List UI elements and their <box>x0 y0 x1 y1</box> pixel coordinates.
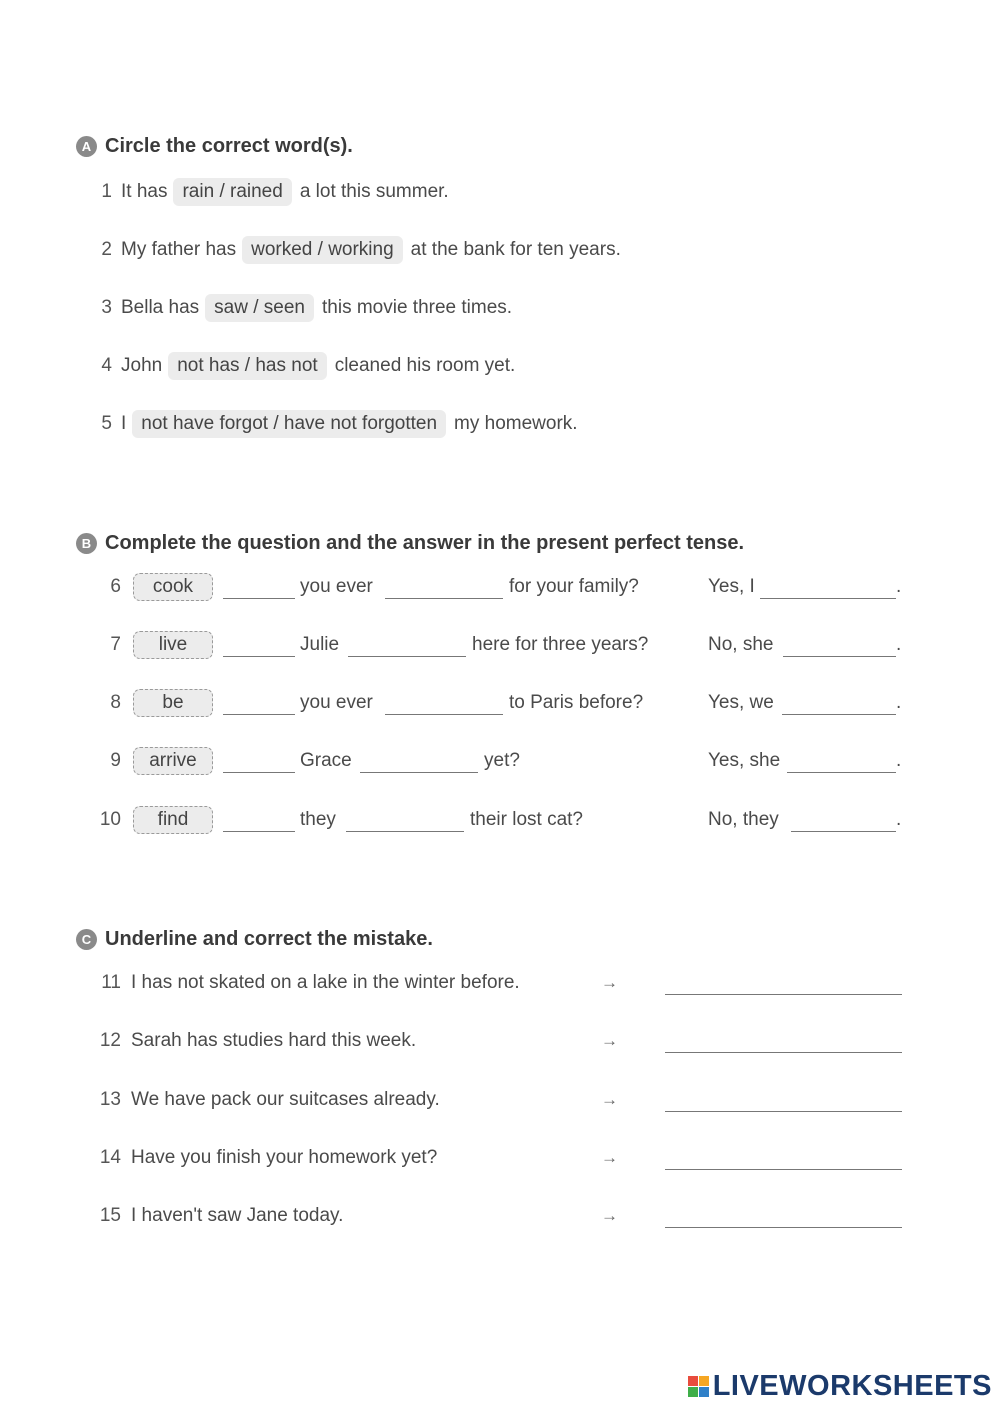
logo-square <box>699 1376 709 1386</box>
sentence-before: It has <box>121 181 168 202</box>
incorrect-sentence[interactable]: I has not skated on a lake in the winter before. <box>131 972 520 993</box>
section-a-heading <box>76 131 353 161</box>
verb-hint: find <box>133 806 213 834</box>
sentence-after: my homework. <box>454 413 578 434</box>
incorrect-sentence[interactable]: Sarah has studies hard this week. <box>131 1030 417 1051</box>
item-number: 13 <box>99 1089 121 1110</box>
item-number: 3 <box>101 297 112 318</box>
question-rest: for your family? <box>509 576 639 597</box>
section-b-badge: B <box>76 533 97 554</box>
incorrect-sentence[interactable]: Have you finish your homework yet? <box>131 1147 438 1168</box>
section-b-heading <box>76 528 744 558</box>
answer-blank[interactable] <box>346 831 464 832</box>
answer-start: No, she <box>708 634 774 655</box>
arrow-right-icon: → <box>601 1148 618 1167</box>
logo-square <box>699 1387 709 1397</box>
answer-blank[interactable] <box>348 656 466 657</box>
item-number: 11 <box>101 972 121 993</box>
word-choice[interactable]: rain / rained <box>173 178 291 206</box>
answer-period: . <box>896 576 902 597</box>
answer-start: Yes, she <box>708 750 781 771</box>
item-number: 6 <box>110 576 121 597</box>
section-c-heading <box>76 924 433 954</box>
sentence-after: this movie three times. <box>322 297 513 318</box>
sentence-before: I <box>121 413 127 434</box>
question-rest: yet? <box>484 750 520 771</box>
arrow-right-icon: → <box>601 1031 618 1050</box>
answer-start: Yes, we <box>708 692 774 713</box>
item-number: 8 <box>110 692 121 713</box>
answer-start: Yes, I <box>708 576 755 597</box>
question-subject: they <box>300 809 336 830</box>
word-choice[interactable]: saw / seen <box>205 294 314 322</box>
incorrect-sentence[interactable]: We have pack our suitcases already. <box>131 1089 440 1110</box>
word-choice[interactable]: not have forgot / have not forgotten <box>132 410 446 438</box>
item-number: 4 <box>101 355 112 376</box>
item-number: 14 <box>99 1147 121 1168</box>
answer-blank[interactable] <box>223 831 295 832</box>
answer-start: No, they <box>708 809 779 830</box>
correction-blank[interactable] <box>665 1052 902 1053</box>
answer-period: . <box>896 750 902 771</box>
answer-blank[interactable] <box>223 772 295 773</box>
logo-mark-icon <box>688 1376 709 1397</box>
word-choice[interactable]: not has / has not <box>168 352 327 380</box>
verb-hint: cook <box>133 573 213 601</box>
question-rest: here for three years? <box>472 634 649 655</box>
item-number: 7 <box>110 634 121 655</box>
exercise-a-item <box>0 408 578 440</box>
item-number: 1 <box>101 181 112 202</box>
correction-blank[interactable] <box>665 1227 902 1228</box>
arrow-right-icon: → <box>601 1206 618 1225</box>
question-rest: their lost cat? <box>470 809 583 830</box>
answer-blank[interactable] <box>787 772 896 773</box>
section-c-title: Underline and correct the mistake. <box>105 927 433 950</box>
item-number: 12 <box>99 1030 121 1051</box>
correction-blank[interactable] <box>665 1169 902 1170</box>
verb-hint: arrive <box>133 747 213 775</box>
answer-blank[interactable] <box>760 598 896 599</box>
sentence-before: Bella has <box>121 297 200 318</box>
answer-period: . <box>896 692 902 713</box>
answer-blank[interactable] <box>385 598 503 599</box>
item-number: 10 <box>99 809 121 830</box>
arrow-right-icon: → <box>601 1090 618 1109</box>
sentence-after: at the bank for ten years. <box>410 239 621 260</box>
section-b-title: Complete the question and the answer in the present perfect tense. <box>105 531 745 554</box>
verb-hint: be <box>133 689 213 717</box>
logo-square <box>688 1387 698 1397</box>
sentence-after: a lot this summer. <box>299 181 449 202</box>
item-number: 5 <box>101 413 112 434</box>
answer-blank[interactable] <box>223 714 295 715</box>
correction-blank[interactable] <box>665 994 902 995</box>
answer-blank[interactable] <box>385 714 503 715</box>
liveworksheets-logo[interactable] <box>688 1370 992 1403</box>
answer-period: . <box>896 634 902 655</box>
sentence-before: My father has <box>121 239 237 260</box>
logo-text: LIVEWORKSHEETS <box>712 1370 992 1402</box>
answer-period: . <box>896 809 902 830</box>
sentence-after: cleaned his room yet. <box>334 355 516 376</box>
answer-blank[interactable] <box>782 714 896 715</box>
incorrect-sentence[interactable]: I haven't saw Jane today. <box>131 1205 344 1226</box>
exercise-a-item <box>0 176 449 208</box>
section-a-badge: A <box>76 136 97 157</box>
answer-blank[interactable] <box>223 598 295 599</box>
word-choice[interactable]: worked / working <box>242 236 403 264</box>
arrow-right-icon: → <box>601 973 618 992</box>
question-subject: you ever <box>300 692 373 713</box>
answer-blank[interactable] <box>783 656 896 657</box>
verb-hint: live <box>133 631 213 659</box>
question-rest: to Paris before? <box>509 692 644 713</box>
logo-square <box>688 1376 698 1386</box>
correction-blank[interactable] <box>665 1111 902 1112</box>
exercise-a-item <box>0 292 512 324</box>
sentence-before: John <box>121 355 163 376</box>
item-number: 9 <box>110 750 121 771</box>
exercise-a-item <box>0 234 621 266</box>
answer-blank[interactable] <box>223 656 295 657</box>
answer-blank[interactable] <box>791 831 896 832</box>
item-number: 15 <box>99 1205 121 1226</box>
section-c-badge: C <box>76 929 97 950</box>
question-subject: Julie <box>300 634 340 655</box>
section-a-title: Circle the correct word(s). <box>105 134 353 157</box>
question-subject: you ever <box>300 576 373 597</box>
exercise-a-item <box>0 350 515 382</box>
question-subject: Grace <box>300 750 352 771</box>
answer-blank[interactable] <box>360 772 478 773</box>
item-number: 2 <box>101 239 112 260</box>
